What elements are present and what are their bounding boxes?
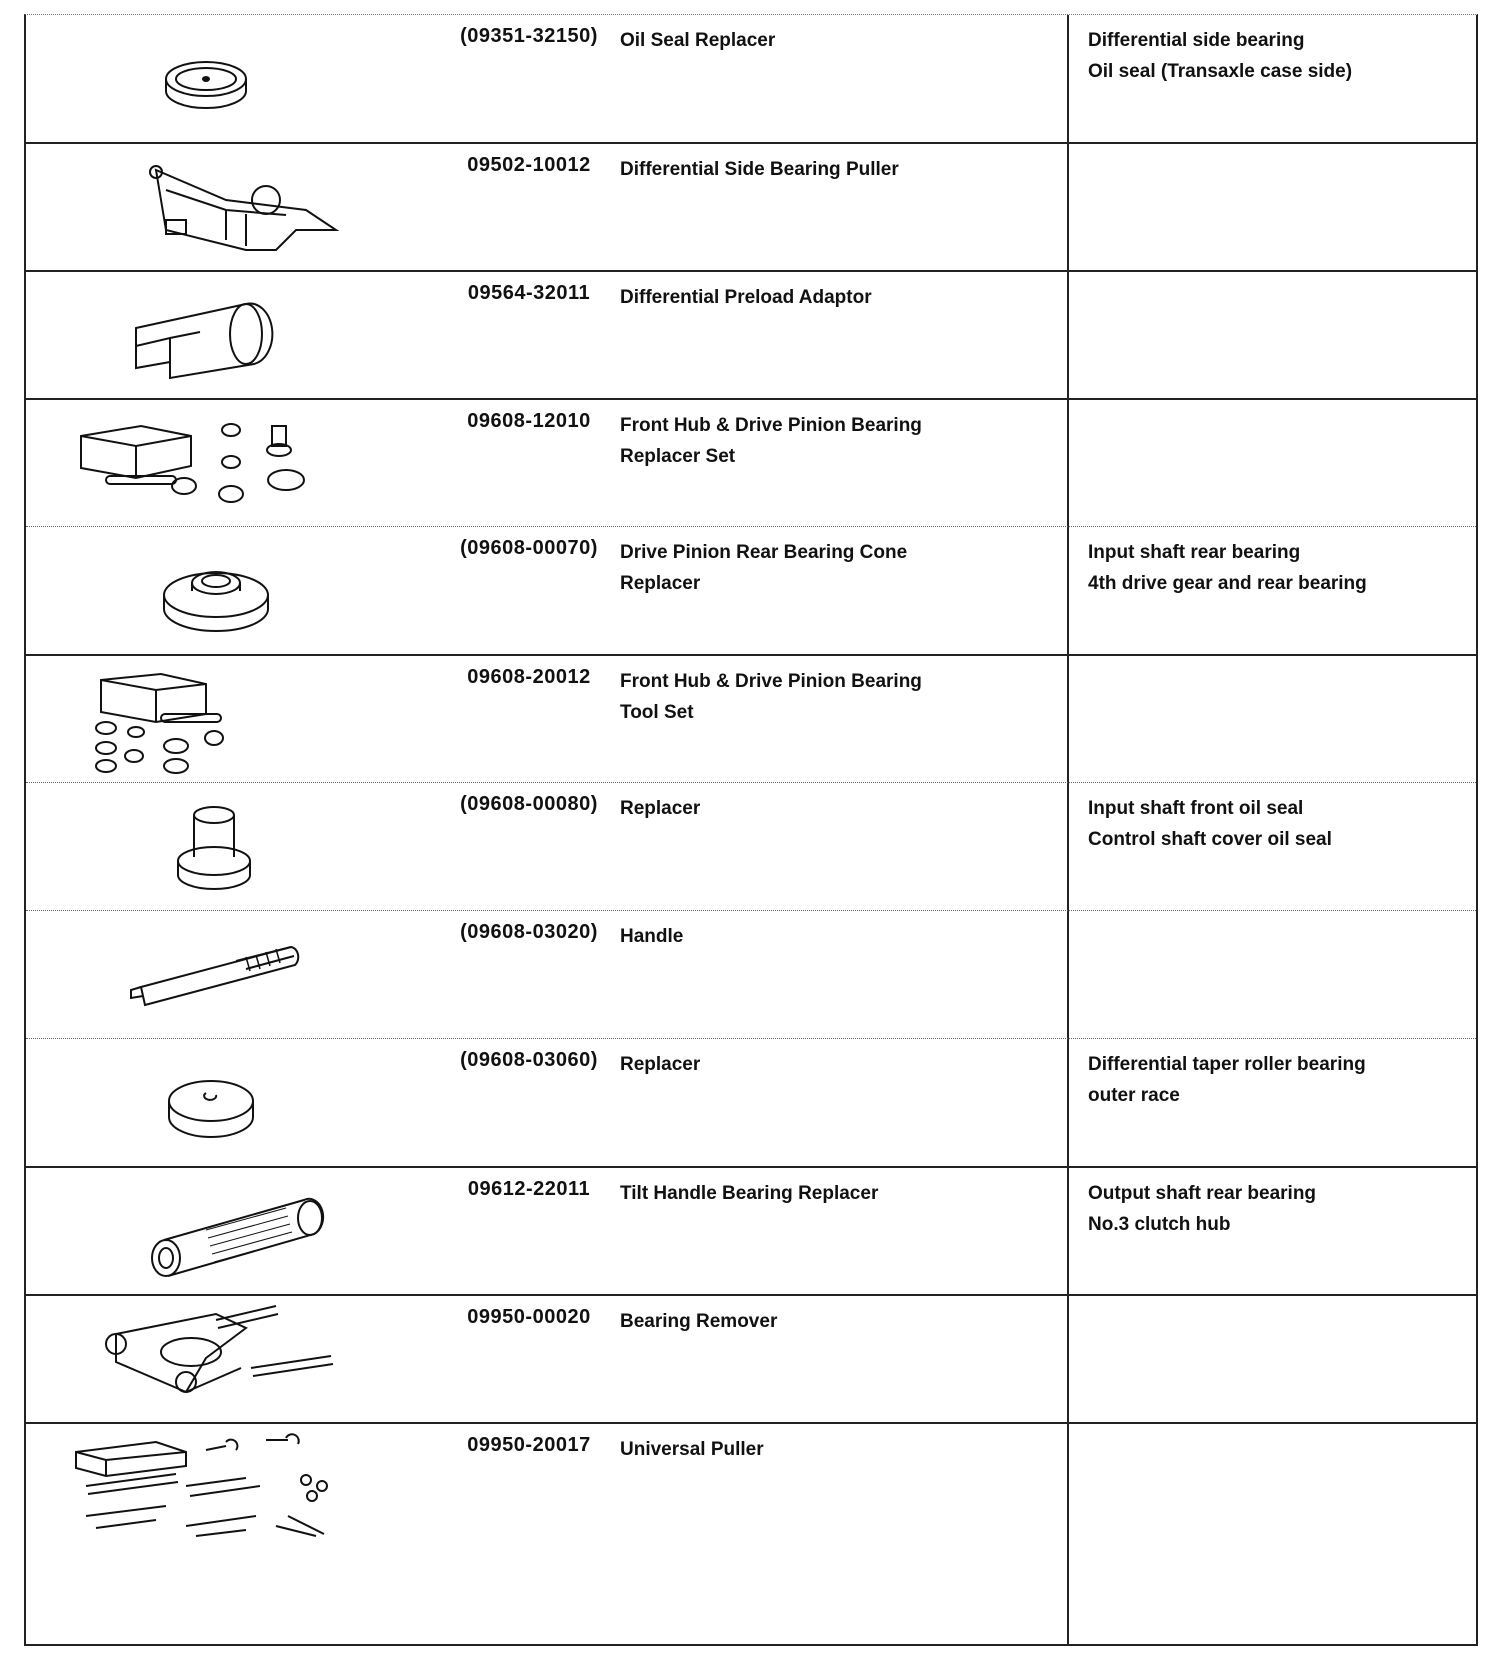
replacer-set-icon bbox=[66, 406, 406, 530]
tool-name: Drive Pinion Rear Bearing Cone Replacer bbox=[620, 542, 908, 594]
disc-replacer-icon bbox=[66, 1045, 406, 1169]
tool-use: Differential taper roller bearing outer race bbox=[1088, 1054, 1366, 1106]
oil-seal-replacer-icon bbox=[66, 21, 406, 145]
universal-puller-icon bbox=[66, 1430, 406, 1554]
tool-name: Front Hub & Drive Pinion Bearing Tool Set bbox=[620, 671, 922, 723]
tool-name: Front Hub & Drive Pinion Bearing Replacer Set bbox=[620, 415, 922, 467]
part-number: 09950-20017 bbox=[467, 1434, 591, 1456]
part-number: (09608-00080) bbox=[460, 793, 598, 815]
table-row bbox=[26, 15, 1476, 151]
preload-adaptor-icon bbox=[66, 278, 406, 402]
tool-name: Differential Preload Adaptor bbox=[620, 287, 872, 308]
bearing-puller-icon bbox=[66, 150, 406, 274]
bearing-remover-icon bbox=[66, 1302, 406, 1426]
part-number: 09564-32011 bbox=[467, 282, 591, 304]
tool-name: Bearing Remover bbox=[620, 1311, 778, 1332]
table-row bbox=[26, 270, 1476, 408]
tool-use: Input shaft front oil seal Control shaft cover oil seal bbox=[1088, 798, 1332, 850]
tool-name: Replacer bbox=[620, 798, 701, 819]
table-row bbox=[26, 1166, 1476, 1304]
part-number: (09608-00070) bbox=[460, 537, 598, 559]
table-row bbox=[26, 1294, 1476, 1432]
table-row bbox=[26, 910, 1476, 1047]
table-row bbox=[26, 1038, 1476, 1175]
tilt-handle-replacer-icon bbox=[66, 1174, 406, 1298]
tool-use: Input shaft rear bearing 4th drive gear and rear bearing bbox=[1088, 542, 1367, 594]
table-row bbox=[26, 1422, 1476, 1560]
table-row bbox=[26, 782, 1476, 919]
tool-name: Tilt Handle Bearing Replacer bbox=[620, 1183, 879, 1204]
special-service-tools-table bbox=[24, 14, 1478, 1646]
part-number: (09608-03060) bbox=[460, 1049, 598, 1071]
part-number: 09608-12010 bbox=[467, 410, 591, 432]
part-number: 09612-22011 bbox=[467, 1178, 591, 1200]
part-number: 09502-10012 bbox=[467, 154, 591, 176]
part-number: (09608-03020) bbox=[460, 921, 598, 943]
handle-icon bbox=[66, 917, 406, 1041]
table-row bbox=[26, 526, 1476, 663]
table-row bbox=[26, 398, 1476, 536]
tool-use: Output shaft rear bearing No.3 clutch hub bbox=[1088, 1183, 1317, 1235]
stepped-replacer-icon bbox=[66, 789, 406, 913]
tool-name: Replacer bbox=[620, 1054, 701, 1075]
table-row bbox=[26, 142, 1476, 280]
tool-name: Oil Seal Replacer bbox=[620, 30, 776, 51]
tool-name: Differential Side Bearing Puller bbox=[620, 159, 899, 180]
table-row bbox=[26, 654, 1476, 792]
tool-name: Handle bbox=[620, 926, 684, 947]
tool-set-icon bbox=[66, 662, 406, 786]
part-number: 09608-20012 bbox=[467, 666, 591, 688]
part-number: (09351-32150) bbox=[460, 25, 598, 47]
tool-use: Differential side bearing Oil seal (Transaxle case side) bbox=[1088, 30, 1353, 82]
part-number: 09950-00020 bbox=[467, 1306, 591, 1328]
tool-name: Universal Puller bbox=[620, 1439, 764, 1460]
bearing-cone-replacer-icon bbox=[66, 533, 406, 657]
